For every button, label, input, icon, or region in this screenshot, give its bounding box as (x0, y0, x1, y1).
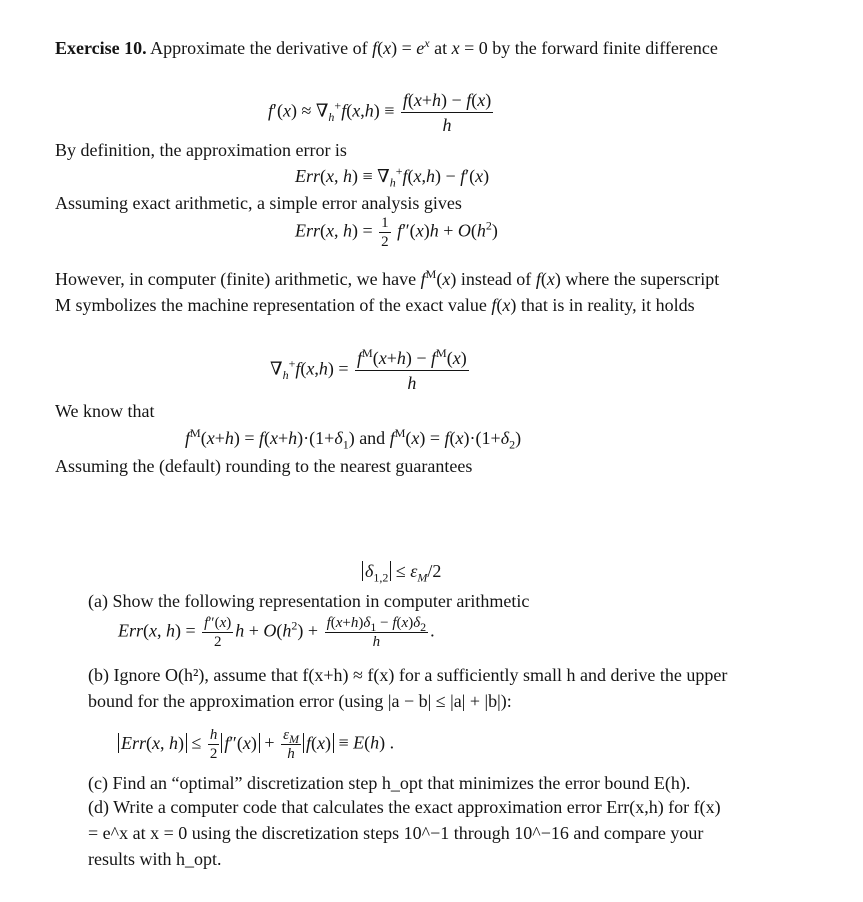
exercise-intro: Exercise 10. Approximate the derivative of $f(x) = e^x$ at x = 0 by the forward finite difference (55, 36, 718, 58)
part-c-text: (c) Find an “optimal” discretization step h_opt that minimizes the error bound E(h). (88, 773, 691, 793)
part-a-formula: Err(x, h) = $\frac{f''(x)}{2}$ $h + O(h^2)$ + $\frac{f(x+h)\delta_1 - f(x)\delta_2}{h}$ . (118, 615, 435, 650)
part-a-text: (a) Show the following representation in computer arithmetic (88, 591, 530, 611)
assuming-rounding-text: Assuming the (default) rounding to the nearest guarantees (55, 456, 473, 476)
machine-representation-formula: $f^M(x+h) = f(x+h)\cdot(1+\delta_1)$ and $f^M(x) = f(x)\cdot(1+\delta_2)$ (185, 426, 522, 452)
we-know-text: We know that (55, 401, 155, 421)
machine-difference-formula: $\nabla_h^+f(x,h)$ = $\frac{f^M(x+h) - f^M(x)}{h}$ (270, 346, 467, 393)
forward-difference-formula: $f'(x) \approx \nabla_h^+f(x,h)$ ≡ $\frac{f(x+h) - f(x)}{h}$ (268, 90, 492, 135)
however-paragraph: However, in computer (finite) arithmetic, we have $f^M(x)$ instead of f(x) where the superscript M symbolizes the machine representation of the exact value f(x) that is in reality, it holds (55, 267, 720, 315)
part-b-text: (b) Ignore O(h²), assume that f(x+h) ≈ f(x) for a sufficiently small h and derive the upper bound for the approximation error (using |a − b| ≤ |a| + |b|): (88, 665, 728, 711)
error-definition-formula: Err(x, $h) \equiv \nabla_h^+f(x,h) - f'(x)$ (295, 164, 490, 190)
assuming-exact-text: Assuming exact arithmetic, a simple error analysis gives (55, 193, 462, 213)
by-definition-text: By definition, the approximation error is (55, 140, 347, 160)
exercise-label: Exercise 10. (55, 38, 147, 58)
part-d-text: (d) Write a computer code that calculates the exact approximation error Err(x,h) for f(x) = e^x at x = 0 using the discretization steps 10^−1 through 10^−16 and compare your results with h_opt. (88, 797, 721, 869)
exact-error-formula: Err(x, h) = $\frac{1}{2}$ $f''(x)h + O(h^2)$ (295, 215, 498, 250)
and-word: and (359, 428, 386, 448)
error-bound-formula: Err(x, h) ≤ $\frac{h}{2}$ f″(x) + $\frac{\varepsilon_M}{h}$ f(x) ≡ E(h) . (118, 726, 394, 763)
rounding-bound-formula: $\delta_{1,2} \le \varepsilon_M/2$ (362, 558, 441, 584)
